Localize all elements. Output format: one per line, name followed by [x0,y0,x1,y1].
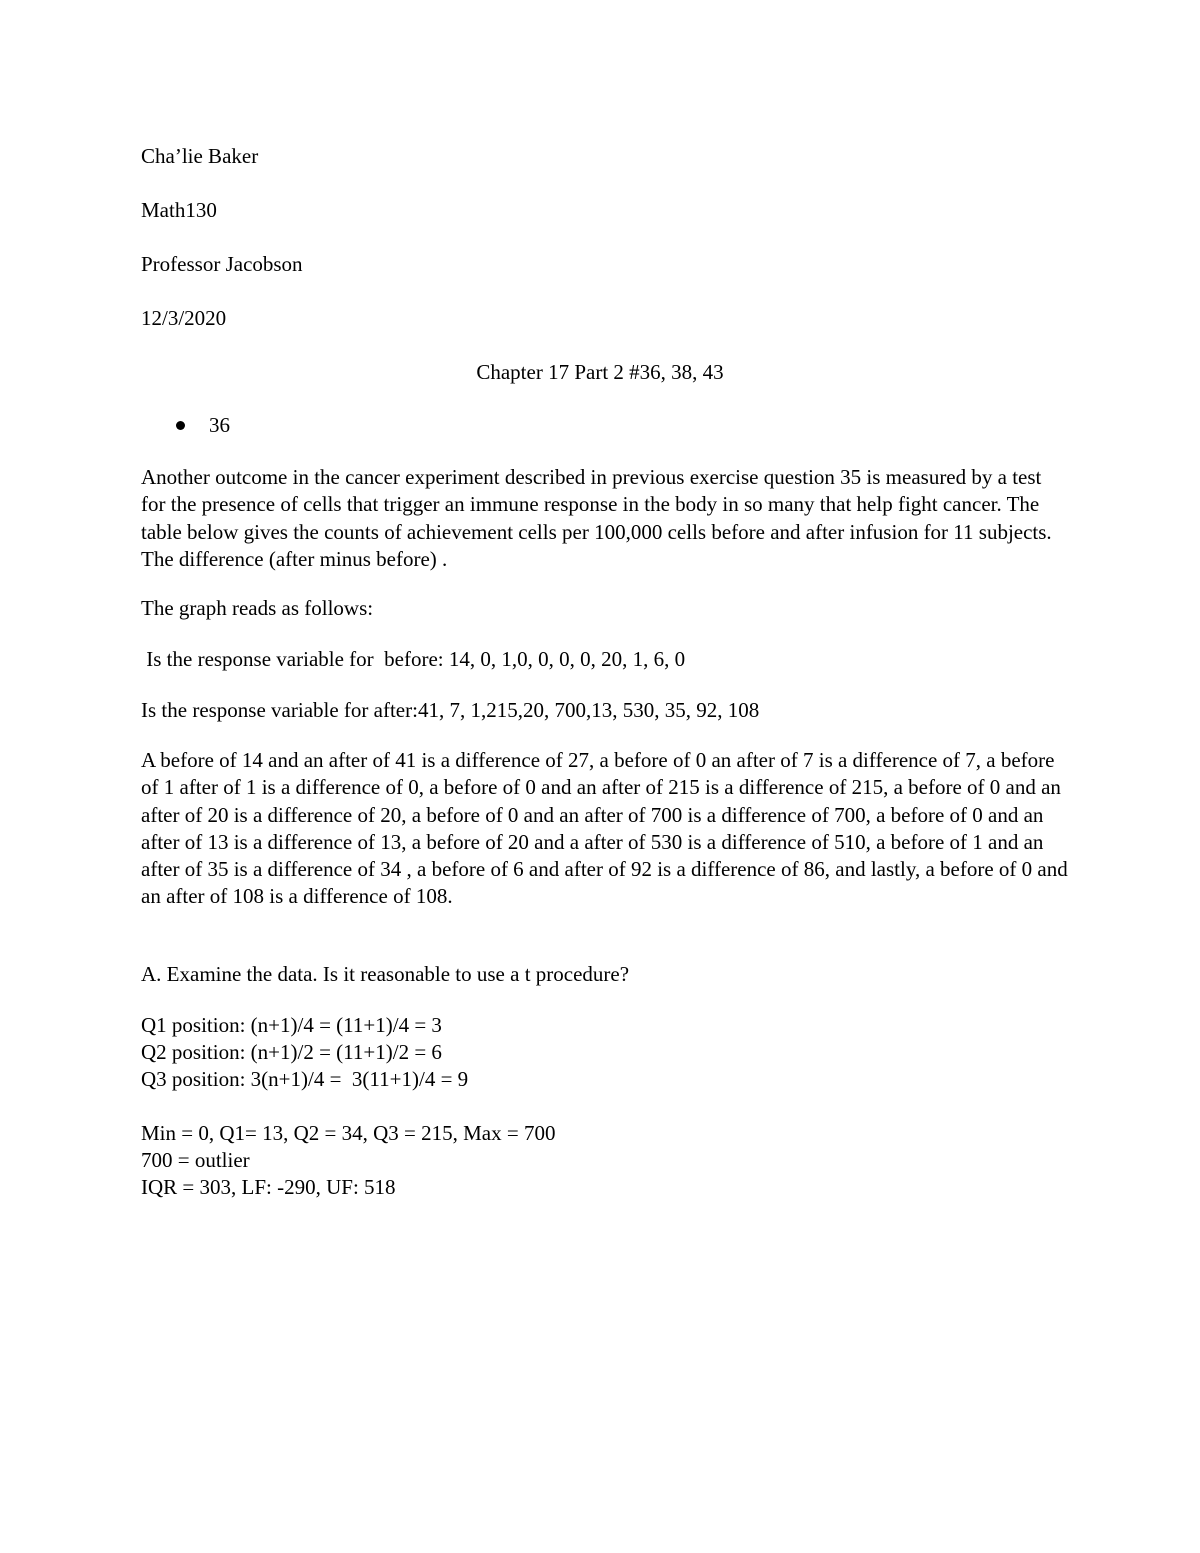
question-a: A. Examine the data. Is it reasonable to use a t procedure? [141,962,630,986]
iqr-fences: IQR = 303, LF: -290, UF: 518 [141,1175,396,1199]
student-name: Cha’lie Baker [141,144,259,168]
document-date: 12/3/2020 [141,306,227,330]
graph-reads-line: The graph reads as follows: [141,596,374,620]
bullet-item [176,412,230,439]
quartile-positions [141,1012,468,1093]
document-title: Chapter 17 Part 2 #36, 38, 43 [476,360,724,384]
q2-position: Q2 position: (n+1)/2 = (11+1)/2 = 6 [141,1040,442,1064]
outlier-note: 700 = outlier [141,1148,250,1172]
before-values-line: Is the response variable for before: 14, 0, 1,0, 0, 0, 0, 20, 1, 6, 0 [141,647,686,671]
five-number-summary [141,1120,555,1201]
differences-paragraph: A before of 14 and an after of 41 is a difference of 27, a before of 0 an after of 7 is a difference of 7, a before of 1 after of 1 is a difference of 0, a before of 0 and an after of 215 is a difference of 215, a before of 0 and an after of 20 is a difference of 20, a before of 0 and an after of 700 is a difference of 700, a before of 0 and an after of 13 is a difference of 13, a before of 20 and a after of 530 is a difference of 510, a before of 1 and an after of 35 is a difference of 34 , a before of 6 and after of 92 is a difference of 86, and lastly, a before of 0 and an after of 108 is a difference of 108. [141,748,1068,909]
summary-values: Min = 0, Q1= 13, Q2 = 34, Q3 = 215, Max = 700 [141,1121,556,1145]
q3-position: Q3 position: 3(n+1)/4 = 3(11+1)/4 = 9 [141,1067,469,1091]
professor-name: Professor Jacobson [141,252,303,276]
intro-paragraph: Another outcome in the cancer experiment described in previous exercise question 35 is measured by a test for the presence of cells that trigger an immune response in the body in so many that help fight cancer. The table below gives the counts of achievement cells per 100,000 cells before and after infusion for 11 subjects. The difference (after minus before) . [141,465,1052,571]
q1-position: Q1 position: (n+1)/4 = (11+1)/4 = 3 [141,1013,442,1037]
course-name: Math130 [141,198,217,222]
after-values-line: Is the response variable for after:41, 7, 1,215,20, 700,13, 530, 35, 92, 108 [141,698,760,722]
bullet-icon [176,421,185,430]
bullet-label: 36 [209,413,230,437]
